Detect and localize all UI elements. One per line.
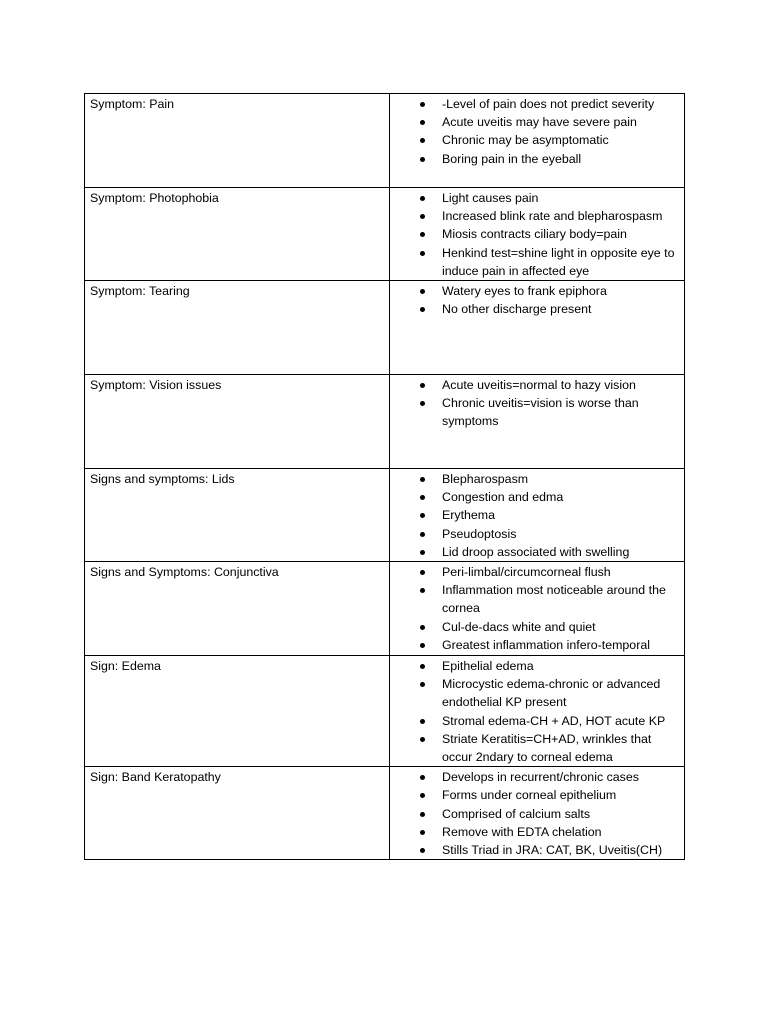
- list-item: [416, 394, 678, 430]
- list-item: [416, 636, 678, 654]
- list-item: [416, 786, 678, 804]
- list-item-text: Cul-de-dacs white and quiet: [442, 619, 596, 634]
- bullet-icon: [420, 495, 425, 500]
- bullet-icon: [420, 848, 425, 853]
- row-content-cell: [390, 656, 685, 767]
- list-item: [416, 525, 678, 543]
- list-item: [416, 300, 678, 318]
- table-row: [85, 469, 685, 562]
- list-item-text: -Level of pain does not predict severity: [442, 97, 655, 111]
- bullet-list: [416, 563, 678, 654]
- bullet-icon: [420, 682, 425, 687]
- list-item: [416, 282, 678, 300]
- list-item: [416, 376, 678, 394]
- list-item: [416, 244, 678, 280]
- bullet-icon: [420, 793, 425, 798]
- list-item-text: Boring pain in the eyeball: [442, 151, 582, 166]
- bullet-icon: [420, 251, 425, 256]
- table-row: [85, 656, 685, 767]
- row-label-cell: [85, 767, 390, 860]
- list-item: [416, 113, 678, 131]
- bullet-icon: [420, 570, 425, 575]
- bullet-icon: [420, 664, 425, 669]
- row-content-cell: [390, 375, 685, 469]
- bullet-icon: [420, 307, 425, 312]
- list-item-text: Watery eyes to frank epiphora: [442, 284, 607, 299]
- bullet-icon: [420, 383, 425, 388]
- list-item-text: Acute uveitis=normal to hazy vision: [442, 378, 636, 393]
- list-item: [416, 543, 678, 561]
- list-item-text: Microcystic edema-chronic or advanced endothelial KP present: [442, 677, 661, 710]
- bullet-icon: [420, 625, 425, 630]
- list-item-text: Lid droop associated with swelling: [442, 544, 630, 559]
- list-item-text: Inflammation most noticeable around the cornea: [442, 583, 666, 616]
- table-row: [85, 375, 685, 469]
- row-label: Sign: Band Keratopathy: [90, 770, 221, 785]
- list-item-text: Forms under corneal epithelium: [442, 788, 617, 803]
- bullet-icon: [420, 513, 425, 518]
- list-item: [416, 823, 678, 841]
- table-row: [85, 281, 685, 375]
- bullet-icon: [420, 532, 425, 537]
- row-content-cell: [390, 767, 685, 860]
- list-item-text: Increased blink rate and blepharospasm: [442, 209, 663, 224]
- list-item-text: Acute uveitis may have severe pain: [442, 115, 637, 130]
- bullet-list: [416, 282, 678, 318]
- row-label-cell: [85, 375, 390, 469]
- list-item: [416, 563, 678, 581]
- row-label-cell: [85, 469, 390, 562]
- list-item: [416, 131, 678, 149]
- list-item-text: Henkind test=shine light in opposite eye to induce pain in affected eye: [442, 245, 675, 278]
- table-row: [85, 94, 685, 188]
- list-item: [416, 675, 678, 711]
- list-item-text: Develops in recurrent/chronic cases: [442, 770, 639, 785]
- row-label-cell: [85, 562, 390, 656]
- bullet-list: [416, 189, 678, 280]
- bullet-icon: [420, 214, 425, 219]
- bullet-list: [416, 768, 678, 859]
- list-item: [416, 730, 678, 766]
- notes-table-body: [85, 94, 685, 860]
- row-content-cell: [390, 469, 685, 562]
- notes-table: [84, 93, 685, 860]
- row-label-cell: [85, 656, 390, 767]
- list-item: [416, 506, 678, 524]
- row-content-cell: [390, 94, 685, 188]
- row-label-cell: [85, 94, 390, 188]
- bullet-list: [416, 95, 678, 168]
- list-item: [416, 95, 678, 113]
- row-label-cell: [85, 281, 390, 375]
- list-item-text: Congestion and edma: [442, 490, 564, 505]
- list-item-text: Chronic may be asymptomatic: [442, 133, 609, 148]
- bullet-icon: [420, 289, 425, 294]
- list-item-text: No other discharge present: [442, 302, 592, 317]
- bullet-icon: [420, 138, 425, 143]
- list-item-text: Striate Keratitis=CH+AD, wrinkles that occur 2ndary to corneal edema: [442, 731, 652, 765]
- row-content-cell: [390, 281, 685, 375]
- bullet-icon: [420, 401, 425, 406]
- bullet-icon: [420, 232, 425, 237]
- list-item: [416, 768, 678, 786]
- row-label: Symptom: Pain: [90, 97, 175, 111]
- bullet-icon: [420, 120, 425, 125]
- bullet-icon: [420, 157, 425, 162]
- list-item: [416, 488, 678, 506]
- bullet-icon: [420, 775, 425, 780]
- bullet-icon: [420, 550, 425, 555]
- bullet-icon: [420, 812, 425, 817]
- row-label-cell: [85, 188, 390, 281]
- list-item-text: Remove with EDTA chelation: [442, 824, 602, 839]
- list-item: [416, 470, 678, 488]
- row-label: Signs and symptoms: Lids: [90, 472, 235, 487]
- row-content-cell: [390, 188, 685, 281]
- list-item: [416, 225, 678, 243]
- bullet-list: [416, 376, 678, 431]
- list-item-text: Greatest inflammation infero-temporal: [442, 637, 650, 652]
- bullet-icon: [420, 196, 425, 201]
- table-row: [85, 188, 685, 281]
- bullet-icon: [420, 102, 425, 107]
- list-item-text: Peri-limbal/circumcorneal flush: [442, 565, 611, 580]
- bullet-icon: [420, 737, 425, 742]
- list-item: [416, 150, 678, 168]
- row-label: Symptom: Vision issues: [90, 378, 222, 393]
- table-row: [85, 562, 685, 656]
- list-item-text: Stills Triad in JRA: CAT, BK, Uveitis(CH): [442, 843, 663, 858]
- row-label: Sign: Edema: [90, 659, 161, 674]
- bullet-icon: [420, 477, 425, 482]
- row-label: Signs and Symptoms: Conjunctiva: [90, 565, 279, 580]
- table-row: [85, 767, 685, 860]
- bullet-list: [416, 657, 678, 766]
- list-item-text: Epithelial edema: [442, 659, 534, 674]
- list-item: [416, 841, 678, 859]
- list-item: [416, 712, 678, 730]
- list-item: [416, 207, 678, 225]
- list-item: [416, 805, 678, 823]
- list-item-text: Comprised of calcium salts: [442, 806, 591, 821]
- row-label: Symptom: Photophobia: [90, 191, 219, 205]
- list-item: [416, 657, 678, 675]
- list-item-text: Pseudoptosis: [442, 526, 517, 541]
- list-item-text: Stromal edema-CH + AD, HOT acute KP: [442, 713, 666, 728]
- list-item: [416, 618, 678, 636]
- list-item-text: Erythema: [442, 508, 496, 523]
- bullet-icon: [420, 588, 425, 593]
- list-item: [416, 189, 678, 207]
- list-item-text: Blepharospasm: [442, 472, 529, 487]
- list-item-text: Light causes pain: [442, 191, 539, 205]
- bullet-icon: [420, 643, 425, 648]
- list-item-text: Miosis contracts ciliary body=pain: [442, 227, 627, 242]
- row-label: Symptom: Tearing: [90, 284, 190, 299]
- bullet-list: [416, 470, 678, 561]
- bullet-icon: [420, 830, 425, 835]
- row-content-cell: [390, 562, 685, 656]
- bullet-icon: [420, 719, 425, 724]
- list-item: [416, 581, 678, 617]
- list-item-text: Chronic uveitis=vision is worse than symptoms: [442, 396, 639, 429]
